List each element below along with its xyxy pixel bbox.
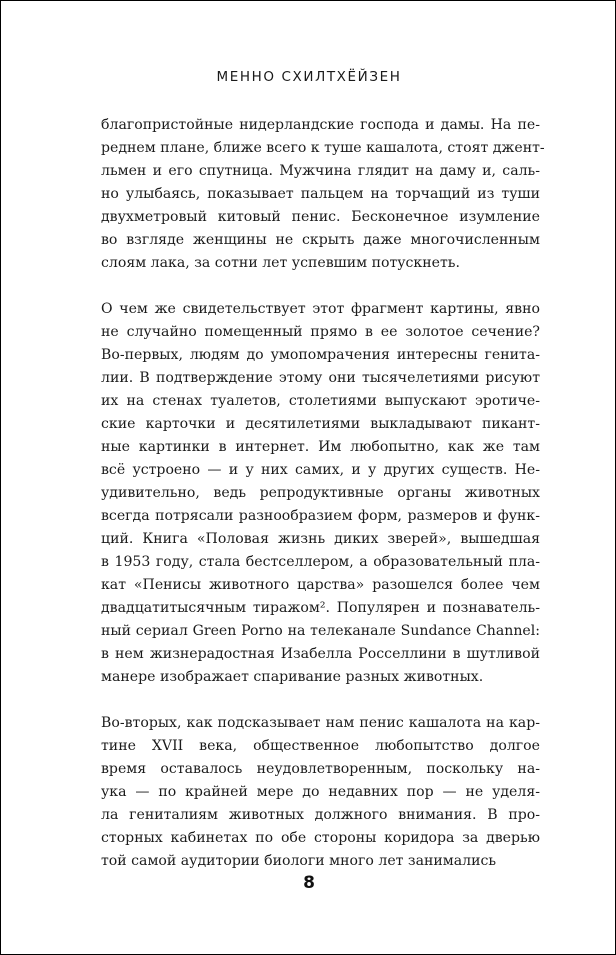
- text-line: не случайно помещенный прямо в ее золотое сечение?: [101, 324, 540, 340]
- text-line: ций. Книга «Половая жизнь диких зверей», вышедшая: [101, 531, 540, 547]
- text-line: во взгляде женщины не скрыть даже многочисленным: [101, 232, 540, 248]
- text-line: кат «Пенисы животного царства» разошелся более чем: [101, 577, 540, 593]
- text-line: Во-первых, людям до умопомрачения интересны генита-: [101, 347, 540, 363]
- text-line: сторных кабинетах по обе стороны коридора за дверью: [101, 830, 540, 846]
- text-line: О чем же свидетельствует этот фрагмент картины, явно: [101, 301, 540, 317]
- text-line: всё устроено — и у них самих, и у других существ. Не-: [101, 462, 540, 478]
- text-line: ские карточки и десятилетиями выкладывают пикант-: [101, 416, 540, 432]
- page-number: 8: [303, 873, 315, 893]
- text-line: ла гениталиям животных должного внимания. В про-: [101, 807, 540, 823]
- running-head-author: МЕННО СХИЛТХЁЙЗЕН: [216, 69, 402, 85]
- paragraph: [101, 298, 540, 689]
- text-line: ный сериал Green Porno на телеканале Sundance Channel:: [101, 623, 540, 639]
- body-text: [101, 114, 545, 896]
- text-line: их на стенах туалетов, столетиями выпускают эротиче-: [101, 393, 540, 409]
- text-line: Во-вторых, как подсказывает нам пенис кашалота на кар-: [101, 715, 540, 731]
- text-line: в нем жизнерадостная Изабелла Росселлини в шутливой: [101, 646, 540, 662]
- paragraph: [101, 712, 540, 873]
- text-line: той самой аудитории биологи много лет занимались: [101, 853, 497, 869]
- text-line: манере изображает спаривание разных животных.: [101, 669, 484, 685]
- text-line: в 1953 году, стала бестселлером, а образовательный пла-: [101, 554, 540, 570]
- text-line: всегда потрясали разнообразием форм, размеров и функ-: [101, 508, 540, 524]
- text-line: тине XVII века, общественное любопытство долгое: [101, 738, 540, 754]
- text-line: двухметровый китовый пенис. Бесконечное изумление: [101, 209, 540, 225]
- text-line: льмен и его спутница. Мужчина глядит на даму и, саль-: [101, 163, 540, 179]
- text-line: лии. В подтверждение этому они тысячелетиями рисуют: [101, 370, 540, 386]
- text-line: реднем плане, ближе всего к туше кашалота, стоят джент-: [101, 140, 545, 156]
- paragraph: [101, 114, 545, 275]
- text-line: время оставалось неудовлетворенным, поскольку на-: [101, 761, 540, 777]
- text-line: слоям лака, за сотни лет успевшим потускнеть.: [101, 255, 460, 271]
- text-line: удивительно, ведь репродуктивные органы животных: [101, 485, 540, 501]
- text-line: ука — по крайней мере до недавних пор — не уделя-: [101, 784, 540, 800]
- text-line: благопристойные нидерландские господа и дамы. На пе-: [101, 117, 540, 133]
- text-line: но улыбаясь, показывает пальцем на торчащий из туши: [101, 186, 540, 202]
- text-line: ные картинки в интернет. Им любопытно, как же там: [101, 439, 540, 455]
- text-line: двадцатитысячным тиражом². Популярен и познаватель-: [101, 600, 540, 616]
